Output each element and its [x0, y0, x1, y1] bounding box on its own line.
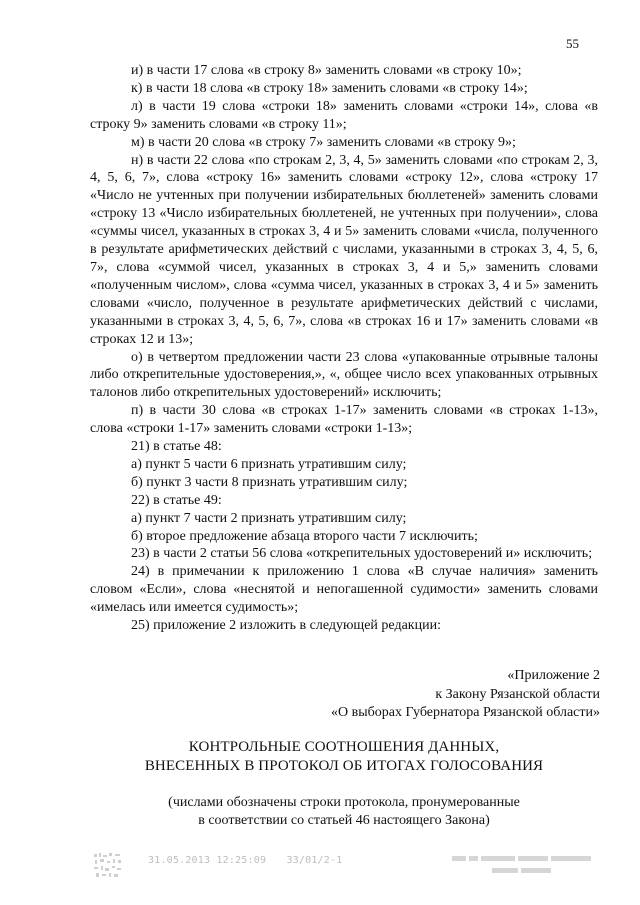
- amendment-paragraph: н) в части 22 слова «по строкам 2, 3, 4, 5» заменить словами «по строкам 2, 3, 4, 5, 6, 7», слова «строку 16» заменить словами «строку 12», слова «строку 17 «Число не учтенных при получении избирательных бюллетеней» заменить словами «строку 13 «Число избирательных бюллетеней, не учтенных при получении», слова «суммы чисел, указанных в строках 3, 4 и 5» заменить словами «числа, полученного в результате арифметических действий с числами, указанными в строках 3, 4, 5, 6, 7», слова «суммой чисел, указанных в строках 3, 4 и 5,» заменить словами «полученным числом», слова «сумма чисел, указанных в строках 3, 4 и 5» заменить словами «число, полученное в результате арифметических действий с числами, указанными в строках 3, 4, 5, 6, 7», слова «в строках 16 и 17» заменить словами «в строках 12 и 13»;: [90, 152, 598, 347]
- amendment-paragraph: и) в части 17 слова «в строку 8» заменить словами «в строку 10»;: [131, 63, 522, 78]
- document-subtitle-line: в соответствии со статьей 46 настоящего Закона): [198, 812, 490, 828]
- amendment-paragraph: к) в части 18 слова «в строку 18» заменить словами «в строку 14»;: [131, 80, 528, 96]
- document-subtitle-line: (числами обозначены строки протокола, пронумерованные: [168, 795, 520, 810]
- footer-code: 33/01/2-1: [286, 855, 343, 866]
- document-title-line: КОНТРОЛЬНЫЕ СООТНОШЕНИЯ ДАННЫХ,: [188, 739, 500, 755]
- amendment-paragraph: а) пункт 5 части 6 признать утратившим силу;: [131, 456, 407, 472]
- amendment-paragraph: 23) в части 2 статьи 56 слова «открепительных удостоверений и» исключить;: [131, 546, 593, 562]
- amendment-paragraph: п) в части 30 слова «в строках 1-17» заменить словами «в строках 1-13», слова «строки 1-17» заменить словами «строки 1-13»;: [90, 403, 598, 437]
- appendix-header-line: «Приложение 2: [507, 668, 600, 683]
- appendix-header-line: к Закону Рязанской области: [435, 686, 600, 702]
- amendment-paragraph: а) пункт 7 части 2 признать утратившим силу;: [131, 510, 407, 526]
- document-title-line: ВНЕСЕННЫХ В ПРОТОКОЛ ОБ ИТОГАХ ГОЛОСОВАНИЯ: [144, 757, 544, 774]
- amendment-paragraph: о) в четвертом предложении части 23 слова «упакованные отрывные талоны либо открепительные удостоверения,», «, общее число всех упакованных отрывных талонов либо открепительных удостоверений» исключить;: [90, 349, 598, 401]
- amendment-paragraph: б) пункт 3 части 8 признать утратившим силу;: [131, 474, 408, 490]
- footer-stamp: [148, 855, 356, 866]
- document-body: [90, 62, 598, 635]
- footer-date: 31.05.2013 12:25:09: [148, 855, 267, 866]
- amendment-paragraph: б) второе предложение абзаца второго части 7 исключить;: [131, 528, 478, 544]
- amendment-paragraph: 21) в статье 48:: [131, 439, 222, 455]
- watermark-icon: [452, 853, 612, 879]
- barcode-icon: [93, 852, 123, 880]
- appendix-header: [331, 667, 600, 723]
- appendix-header-line: «О выборах Губернатора Рязанской области»: [330, 705, 600, 720]
- amendment-paragraph: 22) в статье 49:: [131, 492, 222, 508]
- page-number: 55: [566, 36, 579, 51]
- amendment-paragraph: 25) приложение 2 изложить в следующей редакции:: [131, 618, 441, 634]
- amendment-paragraph: 24) в примечании к приложению 1 слова «В случае наличия» заменить словом «Если», слова «неснятой и непогашенной судимости» заменить словами «имелась или имеется судимость»;: [90, 564, 598, 616]
- amendment-paragraph: м) в части 20 слова «в строку 7» заменить словами «в строку 9»;: [131, 134, 516, 150]
- amendment-paragraph: л) в части 19 слова «строки 18» заменить словами «строки 14», слова «в строку 9» заменить словами «в строку 11»;: [90, 98, 598, 132]
- document-title: [90, 738, 598, 775]
- document-subtitle: [90, 794, 598, 829]
